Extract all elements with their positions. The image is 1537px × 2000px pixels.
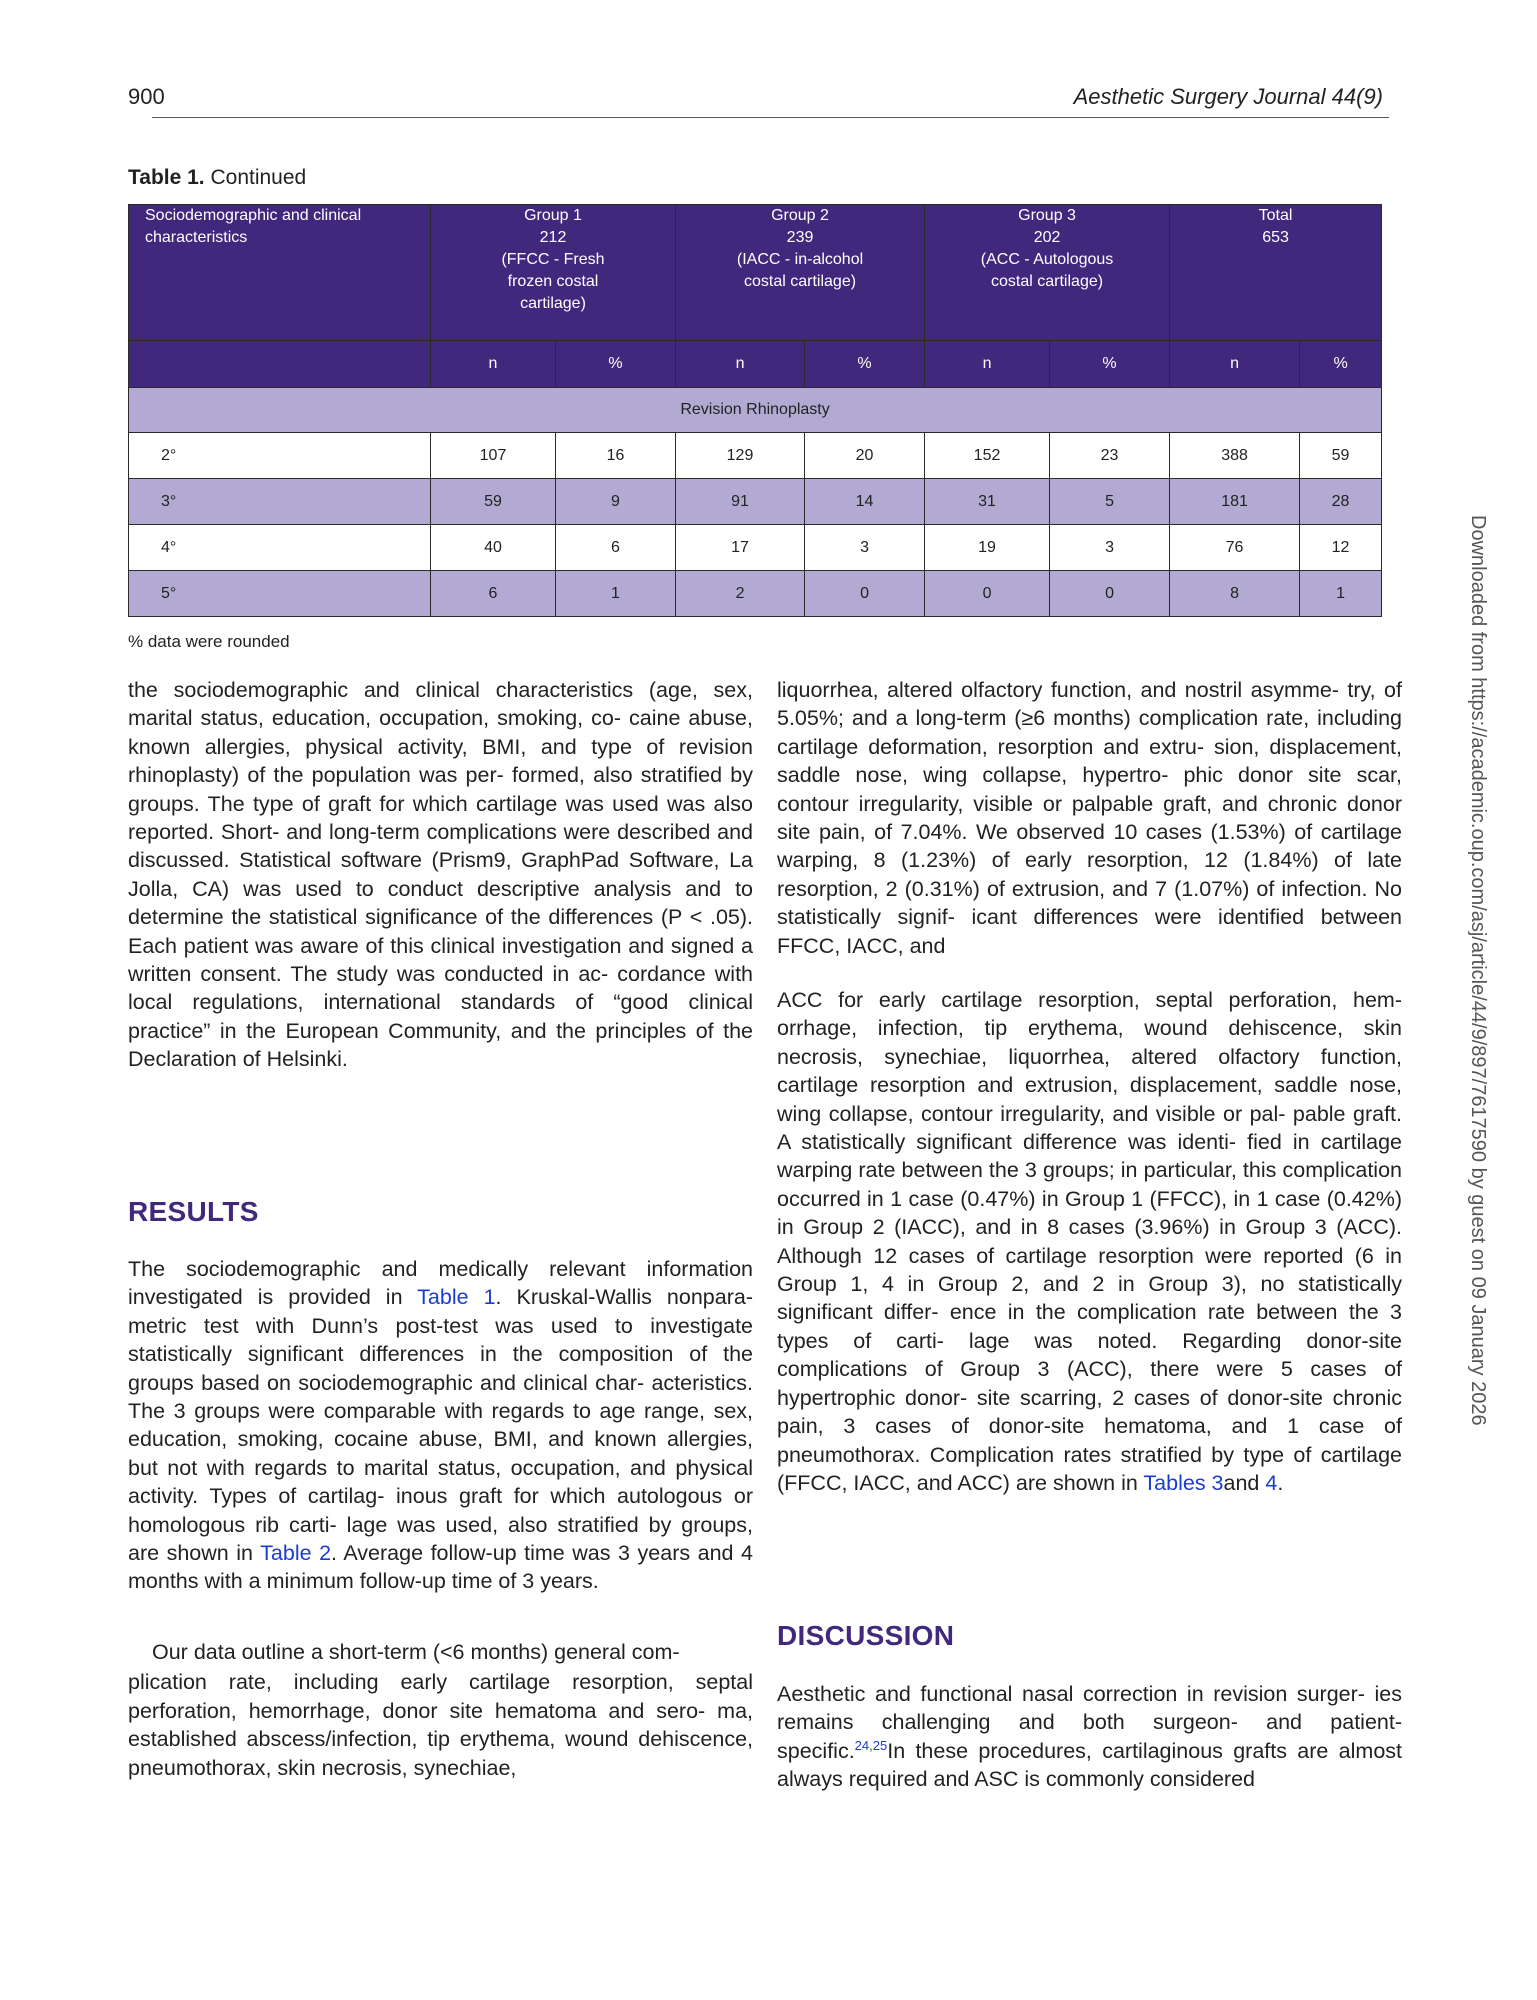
row-label: 3°: [129, 479, 431, 525]
header-rule: [152, 117, 1389, 118]
table-cell: 1: [556, 571, 676, 617]
table-footnote: % data were rounded: [128, 632, 290, 651]
table-4-link[interactable]: 4: [1265, 1470, 1278, 1495]
table-1-link[interactable]: Table 1: [417, 1285, 496, 1310]
table-2-link[interactable]: Table 2: [260, 1541, 332, 1566]
table-cell: 5: [1050, 479, 1170, 525]
table-row: [129, 525, 1382, 571]
table-cell: 59: [1300, 433, 1382, 479]
subheader-n: n: [676, 341, 805, 388]
table-cell: 2: [676, 571, 805, 617]
right-paragraph-1: liquorrhea, altered olfactory function, and nostril asymme- try, of 5.05%; and a long-term (≥6 months) complication rate, including cartilage deformation, resorption and extru- sion, displacement, saddle nose, wing collapse, hypertro- phic donor site scar, contour irregularity, visible or palpable graft, and chronic donor site pain, of 7.04%. We observed 10 cases (1.53%) of cartilage warping, 8 (1.23%) of early resorption, 12 (1.84%) of late resorption, 2 (0.31%) of extrusion, and 7 (1.07%) of infection. No statistically signif- icant differences were identified between FFCC, IACC, and: [777, 678, 1402, 958]
right-paragraph-3: Aesthetic and functional nasal correction in revision surger- ies remains challenging and both surgeon- and patient- specific.$^{24,25}$In these procedures, cartilaginous grafts are almost always required and ASC is commonly considered: [777, 1682, 1402, 1792]
table-cell: 23: [1050, 433, 1170, 479]
subheader-pct: %: [1300, 341, 1382, 388]
download-notice: Downloaded from https://academic.oup.com/asj/article/44/9/897/7617590 by guest on 09 January 2026: [1467, 515, 1489, 1426]
row-label: 4°: [129, 525, 431, 571]
row-label: 5°: [129, 571, 431, 617]
col-header-group-1: Group 1 212 (FFCC - Fresh frozen costal cartilage): [431, 205, 676, 341]
col-header-group-3: Group 3 202 (ACC - Autologous costal cartilage): [925, 205, 1170, 341]
table-cell: 8: [1170, 571, 1300, 617]
table-cell: 14: [805, 479, 925, 525]
subheader-n: n: [925, 341, 1050, 388]
results-heading: RESULTS: [128, 1196, 259, 1227]
table-cell: 0: [1050, 571, 1170, 617]
table-cell: 3: [1050, 525, 1170, 571]
table-cell: 1: [1300, 571, 1382, 617]
table-section-row: [129, 388, 1382, 433]
journal-title: Aesthetic Surgery Journal 44(9): [1073, 84, 1383, 109]
subheader-n: n: [431, 341, 556, 388]
tables-3-link[interactable]: Tables 3: [1143, 1470, 1224, 1495]
table-cell: 91: [676, 479, 805, 525]
table-row: [129, 571, 1382, 617]
table-cell: 0: [805, 571, 925, 617]
table-cell: 152: [925, 433, 1050, 479]
table-cell: 181: [1170, 479, 1300, 525]
table-cell: 0: [925, 571, 1050, 617]
subheader-pct: %: [556, 341, 676, 388]
table-cell: 40: [431, 525, 556, 571]
table-cell: 6: [431, 571, 556, 617]
right-paragraph-2: ACC for early cartilage resorption, septal perforation, hem- orrhage, infection, tip erythema, wound dehiscence, skin necrosis, synechiae, liquorrhea, altered olfactory function, cartilage resorption and extrusion, displacement, saddle nose, wing collapse, contour irregularity, and visible or pal- pable graft. A statistically significant difference was identi- fied in cartilage warping rate between the 3 groups; in particular, this complication occurred in 1 case (0.47%) in Group 1 (FFCC), in 1 case (0.42%) in Group 2 (IACC), and in 8 cases (3.96%) in Group 3 (ACC). Although 12 cases of cartilage resorption were reported (6 in Group 1, 4 in Group 2, and 2 in Group 3), no statistically significant differ- ence in the complication rate between the 3 types of carti- lage was noted. Regarding donor-site complications of Group 3 (ACC), there were 5 cases of hypertrophic donor- site scarring, 2 cases of donor-site chronic pain, 3 cases of donor-site hematoma, and 1 case of pneumothorax. Complication rates stratified by type of cartilage (FFCC, IACC, and ACC) are shown in Tables 3and 4.: [777, 988, 1402, 1495]
section-label: Revision Rhinoplasty: [129, 388, 1382, 433]
table-cell: 19: [925, 525, 1050, 571]
subheader-blank: [129, 341, 431, 388]
table-row: [129, 479, 1382, 525]
col-header-characteristics: Sociodemographic and clinical characteristics: [129, 205, 431, 341]
table-cell: 129: [676, 433, 805, 479]
table-caption: [128, 166, 306, 190]
subheader-pct: %: [1050, 341, 1170, 388]
table-subheader-row: [129, 341, 1382, 388]
table-cell: 388: [1170, 433, 1300, 479]
col-header-total: Total 653: [1170, 205, 1382, 341]
table-row: [129, 433, 1382, 479]
table-header-row: [129, 205, 1382, 341]
reference-superscript[interactable]: 24,25: [854, 1737, 888, 1753]
page-number: 900: [128, 84, 165, 109]
table-cell: 20: [805, 433, 925, 479]
results-table: [128, 204, 1382, 617]
table-cell: 28: [1300, 479, 1382, 525]
left-paragraph-2: The sociodemographic and medically relevant information investigated is provided in Table 1. Kruskal-Wallis nonpara- metric test with Dunn’s post-test was used to investigate statistically significant differences in the composition of the groups based on sociodemographic and clinical char- acteristics. The 3 groups were comparable with regards to age range, sex, education, smoking, cocaine abuse, BMI, and known allergies, but not with regards to marital status, occupation, and physical activity. Types of cartilag- inous graft for which autologous or homologous rib carti- lage was used, also stratified by groups, are shown in Table 2. Average follow-up time was 3 years and 4 months with a minimum follow-up time of 3 years.: [128, 1257, 753, 1594]
left-paragraph-3: Our data outline a short-term (<6 months) general com- plication rate, including early cartilage resorption, septal perforation, hemorrhage, donor site hematoma and sero- ma, established abscess/infection, tip erythema, wound dehiscence, pneumothorax, skin necrosis, synechiae,: [128, 1640, 753, 1780]
discussion-heading: DISCUSSION: [777, 1620, 955, 1651]
table-cell: 59: [431, 479, 556, 525]
row-label: 2°: [129, 433, 431, 479]
table-cell: 31: [925, 479, 1050, 525]
table-cell: 17: [676, 525, 805, 571]
table-cell: 9: [556, 479, 676, 525]
table-cell: 12: [1300, 525, 1382, 571]
table-cell: 16: [556, 433, 676, 479]
subheader-pct: %: [805, 341, 925, 388]
left-paragraph-1: the sociodemographic and clinical characteristics (age, sex, marital status, education, occupation, smoking, co- caine abuse, known allergies, physical activity, BMI, and type of revision rhinoplasty) of the population was per- formed, also stratified by groups. The type of graft for which cartilage was used was also reported. Short- and long-term complications were described and discussed. Statistical software (Prism9, GraphPad Software, La Jolla, CA) was used to conduct descriptive analysis and to determine the statistical significance of the differences (P < .05). Each patient was aware of this clinical investigation and signed a written consent. The study was conducted in ac- cordance with local regulations, international standards of “good clinical practice” in the European Community, and the principles of the Declaration of Helsinki.: [128, 678, 753, 1072]
subheader-n: n: [1170, 341, 1300, 388]
table-caption-label: Table 1.: [128, 166, 205, 189]
table-cell: 6: [556, 525, 676, 571]
table-caption-text: Continued: [204, 166, 307, 189]
table-cell: 107: [431, 433, 556, 479]
table-cell: 76: [1170, 525, 1300, 571]
table-cell: 3: [805, 525, 925, 571]
col-header-group-2: Group 2 239 (IACC - in-alcohol costal cartilage): [676, 205, 925, 341]
